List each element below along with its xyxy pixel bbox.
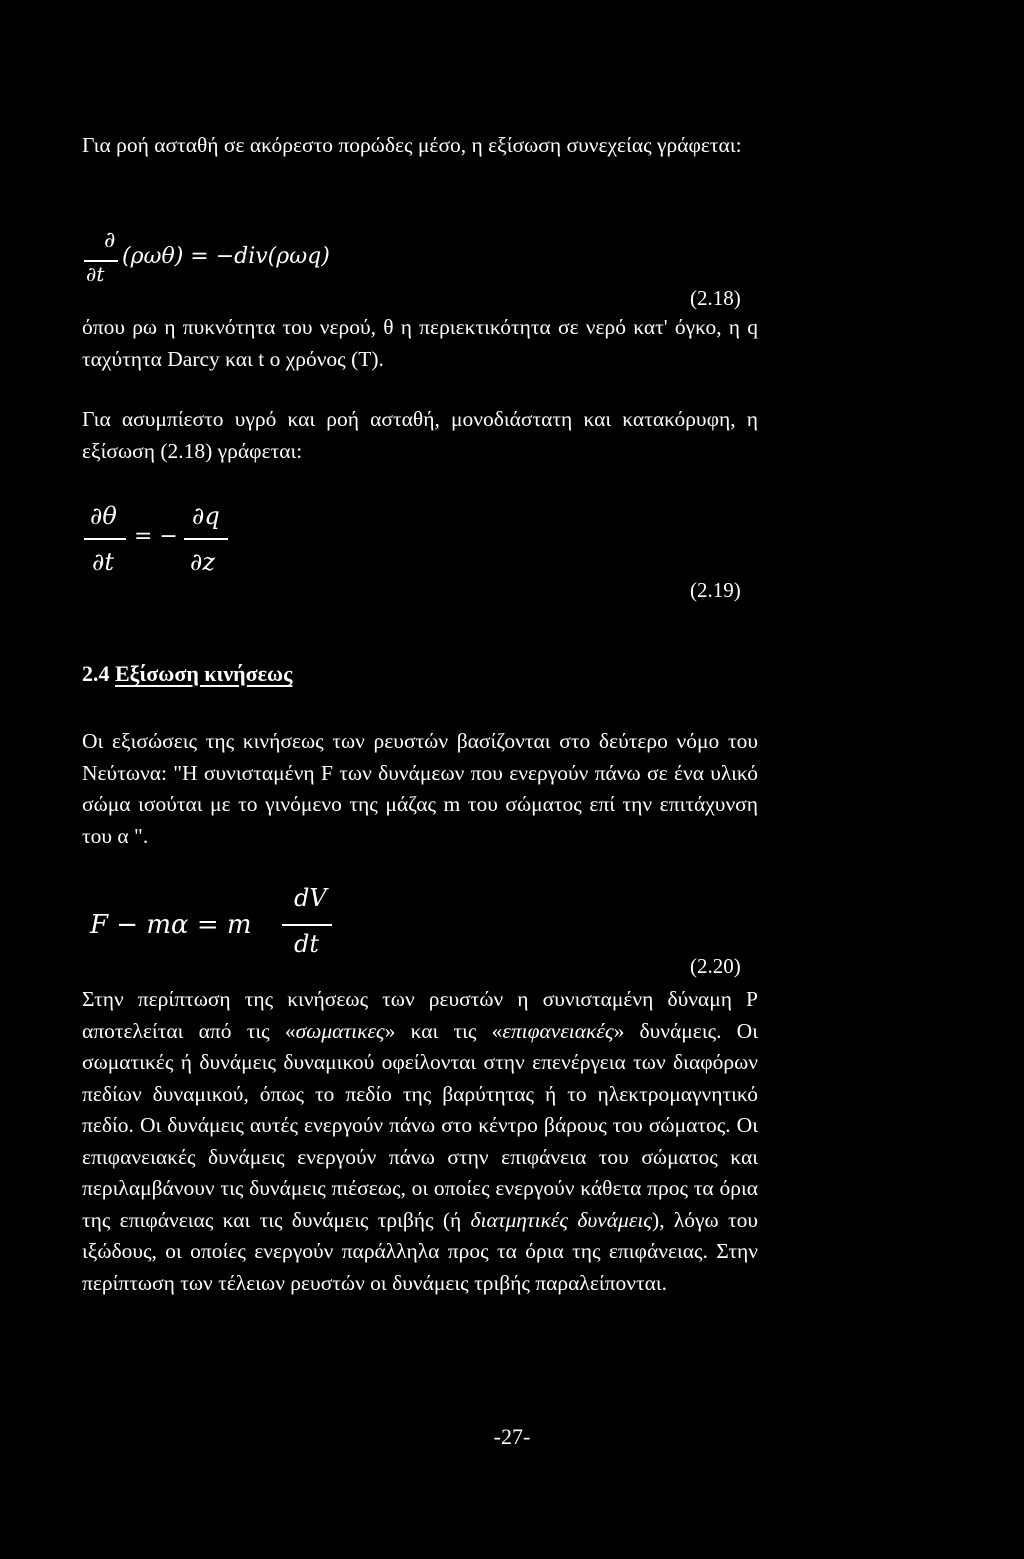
- eq220-numerator: dV: [294, 884, 327, 912]
- forces-term-surface: επιφανειακές: [502, 1018, 614, 1043]
- eq220-number: (2.20): [690, 954, 741, 978]
- eq219-bar-left: [84, 538, 126, 540]
- section-heading: [82, 660, 292, 688]
- forces-text-a: Στην περίπτωση της κινήσεως των ρευστών η συνισταμένη δύναμη Ρ αποτελείται από τις «: [82, 987, 758, 1043]
- eq218-body: (ρωθ) = −div(ρωq): [122, 244, 330, 269]
- eq219-den-left: ∂t: [92, 548, 115, 576]
- eq219-num-right: ∂q: [192, 502, 220, 530]
- paragraph-incompressible: Για ασυμπίεστο υγρό και ροή ασταθή, μονοδιάστατη και κατακόρυφη, η εξίσωση (2.18) γράφεται:: [82, 407, 758, 463]
- forces-term-body: σωματικες: [295, 1018, 385, 1043]
- eq220-fraction-bar: [282, 924, 332, 926]
- paragraph-symbols: όπου ρω η πυκνότητα του νερού, θ η περιεκτικότητα σε νερό κατ' όγκο, η q ταχύτητα Darcy και t ο χρόνος (Τ).: [82, 315, 758, 371]
- forces-text-g: ), λόγω του ιξώδους, οι οποίες ενεργούν παράλληλα προς τα όρια της επιφάνειας. Στην περίπτωση των τέλειων ρευστών οι δυνάμεις τριβής παραλείπονται.: [82, 1207, 758, 1295]
- eq218-partial: ∂: [104, 228, 116, 253]
- eq219-num-left: ∂θ: [90, 502, 117, 530]
- section-number: 2.4: [82, 661, 110, 686]
- eq219-number: (2.19): [690, 578, 741, 602]
- eq218-denominator: ∂t: [86, 262, 105, 286]
- eq220-lhs: F − mα = m: [90, 910, 252, 940]
- forces-term-shear: διατμητικές δυνάμεις: [470, 1207, 653, 1232]
- section-title: Εξίσωση κινήσεως: [115, 661, 293, 686]
- paragraph-continuity-intro: Για ροή ασταθή σε ακόρεστο πορώδες μέσο, η εξίσωση συνεχείας γράφεται:: [82, 133, 742, 157]
- forces-text-e: » δυνάμεις. Οι σωματικές ή δυνάμεις δυναμικού οφείλονται στην επενέργεια των διαφόρων πεδίων δυναμικού, όπως το πεδίο της βαρύτητας ή το ηλεκτρομαγνητικό πεδίο. Οι δυνάμεις αυτές ενεργούν πάνω στο κέντρο βάρους του σώματος. Οι επιφανειακές δυνάμεις ενεργούν πάνω στην επιφάνεια του σώματος και περιλαμβάνουν τις δυνάμεις πιέσεως, οι οποίες ενεργούν κάθετα προς τα όρια της επιφάνειας και τις δυνάμεις τριβής (ή: [82, 1018, 758, 1232]
- eq219-den-right: ∂z: [190, 548, 216, 576]
- page-number: -27-: [493, 1424, 531, 1449]
- paragraph-newton-law: Οι εξισώσεις της κινήσεως των ρευστών βασίζονται στο δεύτερο νόμο του Νεύτωνα: "Η συνισταμένη F των δυνάμεων που ενεργούν πάνω σε ένα υλικό σώμα ισούται με το γινόμενο της μάζας m του σώματος επί την επιτάχυνση του α ".: [82, 729, 758, 848]
- eq219-bar-right: [184, 538, 228, 540]
- forces-text-c: » και τις «: [384, 1018, 503, 1043]
- eq218-number: (2.18): [690, 286, 741, 310]
- eq220-denominator: dt: [294, 930, 320, 958]
- paragraph-forces: [82, 984, 758, 1299]
- eq219-operator: = −: [134, 524, 178, 549]
